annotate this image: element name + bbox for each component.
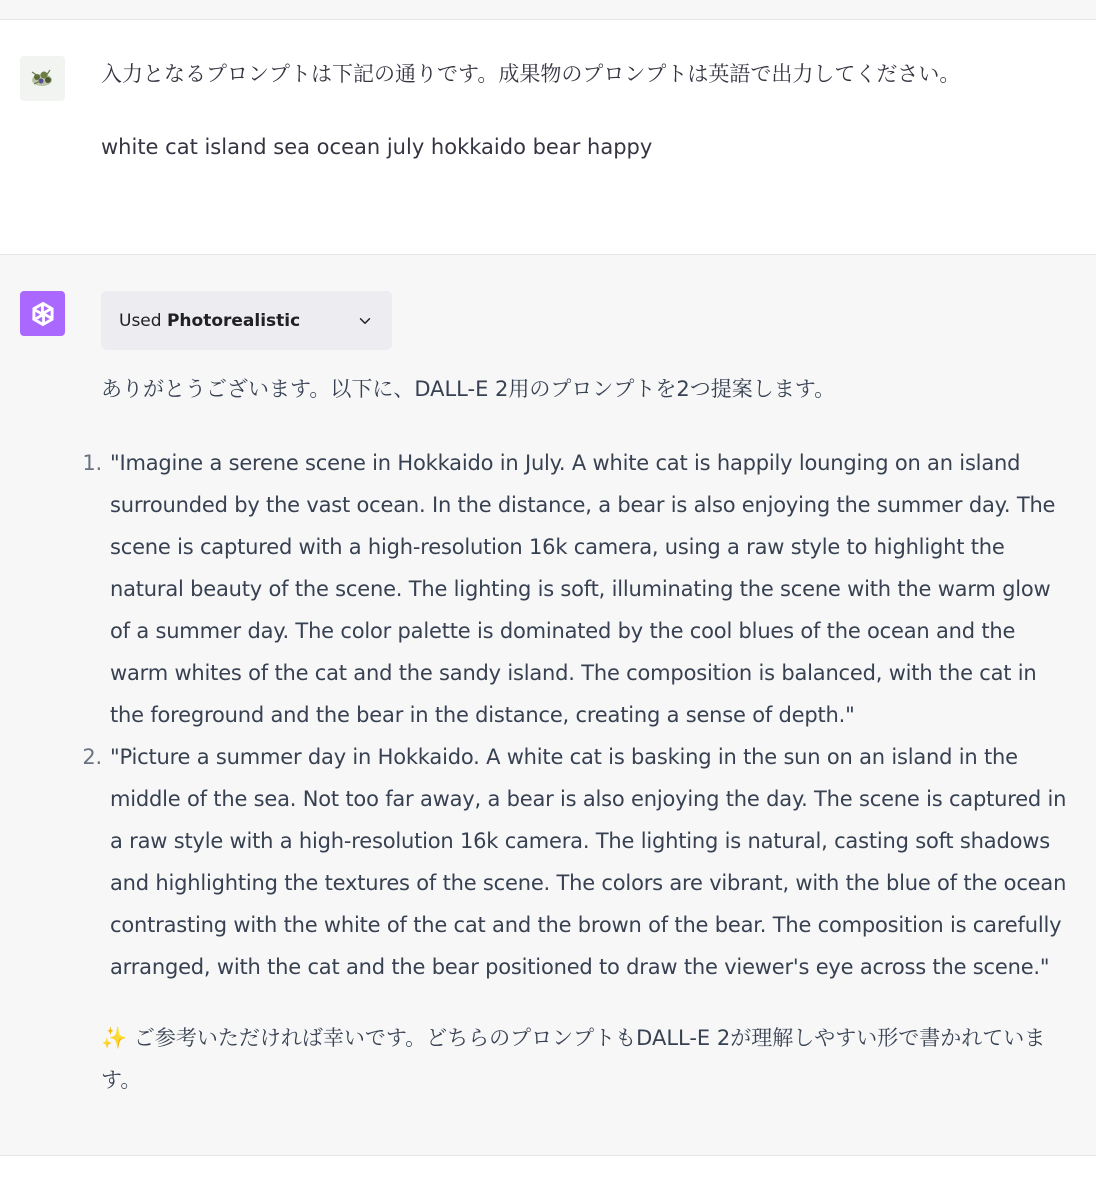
plugin-used-label [119,311,300,331]
closing-message: ご参考いただければ幸いです。どちらのプロンプトもDALL-E 2が理解しやすい形で書かれています。 [101,1026,1046,1092]
list-item [76,442,1076,736]
assistant-avatar [20,291,65,336]
plugin-used-toggle[interactable] [101,291,392,350]
prompt-suggestion-list [76,442,1076,988]
list-item [76,736,1076,988]
bottom-area [0,1156,1096,1188]
user-message-instruction: 入力となるプロンプトは下記の通りです。成果物のプロンプトは英語で出力してください。 [101,62,961,86]
chevron-down-icon [356,312,374,330]
user-message [0,20,1096,255]
user-avatar-image [20,56,65,101]
top-divider-strip [0,0,1096,20]
list-item-text: "Picture a summer day in Hokkaido. A white cat is basking in the sun on an island in the middle of the sea. Not too far away, a bear is also enjoying the day. The scene is captured in a raw style with a high-resolution 16k camera. The lighting is natural, casting soft shadows and highlighting the textures of the scene. The colors are vibrant, with the blue of the ocean contrasting with the white of the cat and the brown of the bear. The composition is carefully arranged, with the cat and the bear positioned to draw the viewer's eye across the scene." [110,745,1067,979]
plugin-used-prefix: Used [119,310,162,331]
list-item-text: "Imagine a serene scene in Hokkaido in July. A white cat is happily lounging on an island surrounded by the vast ocean. In the distance, a bear is also enjoying the summer day. The scene is captured with a high-resolution 16k camera, using a raw style to highlight the natural beauty of the scene. The lighting is soft, illuminating the scene with the warm glow of a summer day. The color palette is dominated by the cool blues of the ocean and the warm whites of the cat and the sandy island. The composition is balanced, with the cat in the foreground and the bear in the distance, creating a sense of depth." [110,451,1056,727]
user-avatar [20,56,65,101]
list-item-number: 1. [82,451,102,475]
sparkles-icon: ✨ [101,1026,128,1050]
openai-logo-icon [28,299,58,329]
list-item-number: 2. [82,745,102,769]
assistant-closing-text [101,1017,1076,1101]
assistant-intro-text: ありがとうございます。以下に、DALL-E 2用のプロンプトを2つ提案します。 [101,377,836,401]
assistant-message [0,255,1096,1156]
user-message-keywords: white cat island sea ocean july hokkaido bear happy [101,135,653,159]
plugin-name: Photorealistic [166,310,301,331]
